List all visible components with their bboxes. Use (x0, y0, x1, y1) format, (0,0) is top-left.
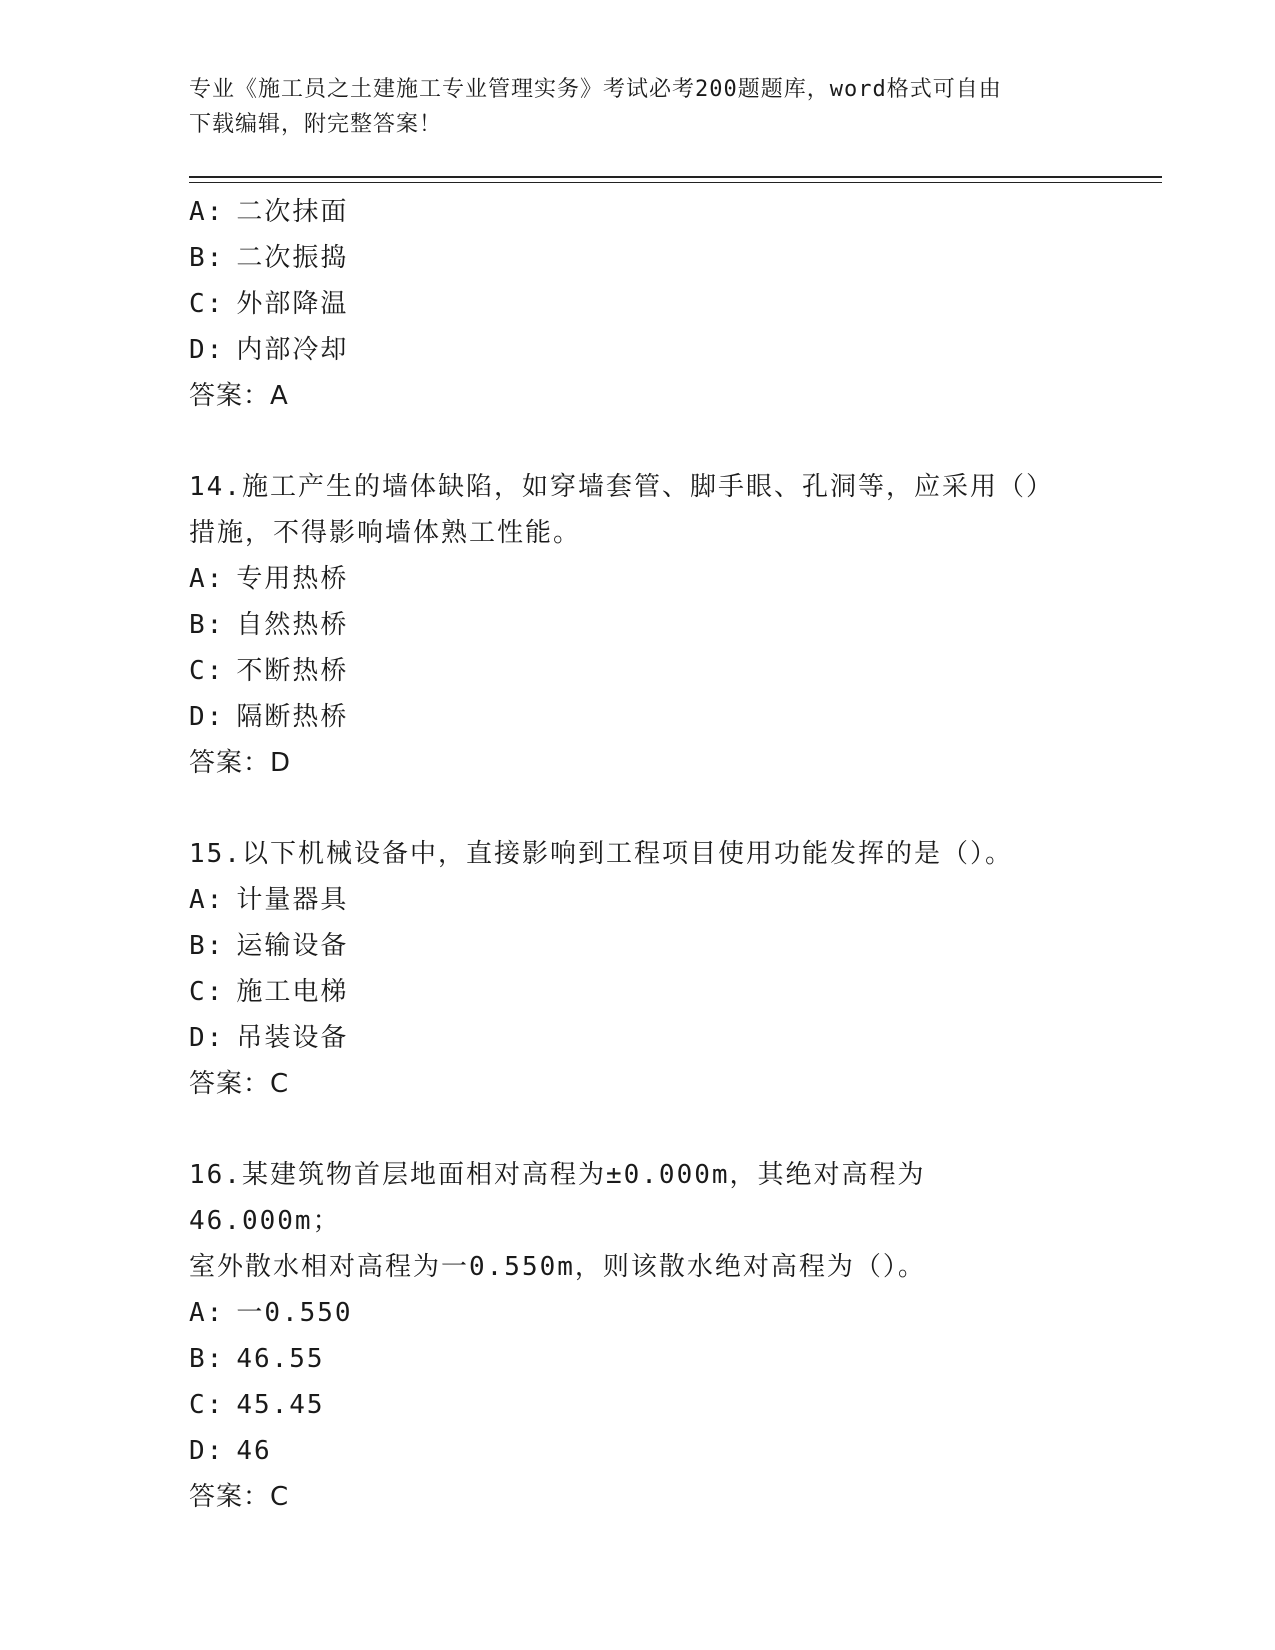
option-c: C: 外部降温 (189, 289, 349, 319)
option-c: C: 不断热桥 (189, 656, 349, 686)
header-divider-thick (189, 176, 1162, 178)
question-list (189, 189, 1069, 1520)
header-line-1: 专业《施工员之土建施工专业管理实务》考试必考200题题库，word格式可自由 (189, 77, 1002, 102)
question-15 (189, 831, 1069, 1107)
question-stem-line-1: 15.以下机械设备中，直接影响到工程项目使用功能发挥的是（）。 (189, 839, 1013, 869)
option-a: A: 一0.550 (189, 1298, 353, 1328)
question-stem-line-1: 14.施工产生的墙体缺陷，如穿墙套管、脚手眼、孔洞等，应采用（） (189, 472, 1054, 502)
option-c: C: 45.45 (189, 1390, 325, 1420)
option-b: B: 二次振捣 (189, 243, 349, 273)
answer-line: 答案：C (189, 1482, 290, 1512)
option-d: D: 内部冷却 (189, 335, 349, 365)
question-gap (189, 1107, 1069, 1152)
answer-line: 答案：A (189, 381, 289, 411)
question-16 (189, 1152, 1069, 1520)
option-b: B: 46.55 (189, 1344, 325, 1374)
option-d: D: 吊装设备 (189, 1023, 349, 1053)
question-14 (189, 464, 1069, 786)
option-d: D: 46 (189, 1436, 272, 1466)
option-a: A: 专用热桥 (189, 564, 349, 594)
question-13 (189, 189, 1069, 419)
document-header (189, 72, 1069, 142)
question-stem-line-2: 室外散水相对高程为一0.550m，则该散水绝对高程为（）。 (189, 1252, 926, 1282)
option-a: A: 计量器具 (189, 885, 349, 915)
option-b: B: 运输设备 (189, 931, 349, 961)
question-gap (189, 786, 1069, 831)
option-c: C: 施工电梯 (189, 977, 349, 1007)
answer-line: 答案：C (189, 1069, 290, 1099)
header-line-2: 下载编辑，附完整答案！ (189, 112, 443, 137)
question-stem-line-2: 措施，不得影响墙体熟工性能。 (189, 518, 582, 548)
option-b: B: 自然热桥 (189, 610, 349, 640)
question-gap (189, 419, 1069, 464)
option-d: D: 隔断热桥 (189, 702, 349, 732)
answer-line: 答案：D (189, 748, 292, 778)
question-stem-line-1: 16.某建筑物首层地面相对高程为±0.000m，其绝对高程为46.000m； (189, 1160, 926, 1236)
header-divider-thin (189, 182, 1162, 183)
option-a: A: 二次抹面 (189, 197, 349, 227)
